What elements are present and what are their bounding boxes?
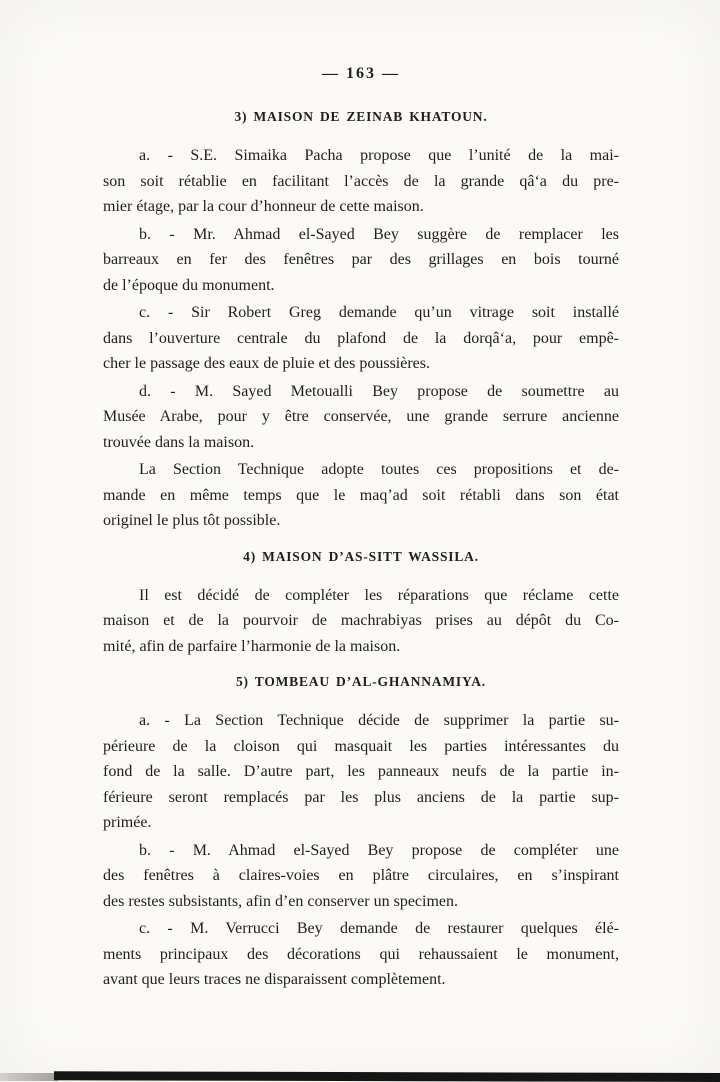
text-line: des fenêtres à claires-voies en plâtre circulaires, en s’inspirant [103, 867, 619, 884]
text-line: c. - Sir Robert Greg demande qu’un vitrage soit installé [139, 304, 619, 321]
paragraph [103, 143, 619, 220]
text-line: mité, afin de parfaire l’harmonie de la maison. [103, 637, 401, 655]
text-line: La Section Technique adopte toutes ces propositions et de- [139, 461, 619, 478]
text-line: Il est décidé de compléter les réparations que réclame cette [139, 586, 619, 604]
text-line: avant que leurs traces ne disparaissent complètement. [103, 971, 446, 988]
text-line: cher le passage des eaux de pluie et des poussières. [103, 355, 430, 372]
text-line: b. - M. Ahmad el-Sayed Bey propose de compléter une [139, 841, 619, 859]
text-line: maison et de la pourvoir de machrabiyas prises au dépôt du Co- [103, 612, 619, 629]
text-line: ments principaux des décorations qui rehaussaient le monument, [103, 945, 619, 963]
section-heading: 5) TOMBEAU D’AL-GHANNAMIYA. [236, 674, 486, 689]
text-line: dans l’ouverture centrale du plafond de la dorqâ‘a, pour empê- [103, 329, 619, 347]
text-line: a. - S.E. Simaika Pacha propose que l’unité de la mai- [139, 147, 619, 164]
paragraph [103, 583, 619, 660]
text-line: mier étage, par la cour d’honneur de cette maison. [103, 198, 424, 215]
text-line: trouvée dans la maison. [103, 433, 255, 451]
text-line: mande en même temps que le maq’ad soit rétabli dans son état [103, 486, 619, 504]
text-line: des restes subsistants, afin d’en conserver un specimen. [103, 892, 459, 910]
paragraph [103, 916, 619, 993]
paragraph [103, 222, 619, 299]
text-line: férieure seront remplacés par les plus anciens de la partie sup- [103, 788, 619, 806]
paragraph [103, 300, 619, 377]
text-line: originel le plus tôt possible. [103, 512, 281, 529]
text-line: fond de la salle. D’autre part, les panneaux neufs de la partie in- [103, 763, 619, 780]
text-content [103, 108, 619, 993]
paragraph [103, 379, 619, 456]
text-line: périeure de la cloison qui masquait les parties intéressantes du [103, 737, 619, 755]
scan-smudge-artifact [0, 1073, 58, 1081]
text-line: primée. [103, 814, 152, 831]
paragraph [103, 838, 619, 915]
text-line: d. - M. Sayed Metoualli Bey propose de soumettre au [139, 382, 619, 400]
text-block [103, 64, 619, 995]
text-line: de l’époque du monument. [103, 276, 275, 294]
paragraph [103, 708, 619, 836]
paragraph [103, 457, 619, 534]
section-heading: 3) MAISON DE ZEINAB KHATOUN. [234, 109, 488, 124]
text-line: b. - Mr. Ahmad el-Sayed Bey suggère de remplacer les [139, 225, 619, 243]
section-heading: 4) MAISON D’AS-SITT WASSILA. [243, 548, 479, 564]
text-line: barreaux en fer des fenêtres par des grillages en bois tourné [103, 251, 619, 268]
page-number: — 163 — [322, 65, 400, 82]
text-line: a. - La Section Technique décide de supprimer la partie su- [139, 712, 619, 729]
text-line: son soit rétablie en facilitant l’accès de la grande qâ‘a du pre- [103, 172, 619, 190]
text-line: c. - M. Verrucci Bey demande de restaurer quelques élé- [139, 920, 619, 937]
text-line: Musée Arabe, pour y être conservée, une grande serrure ancienne [103, 408, 619, 425]
scan-artifact-bar [54, 1071, 720, 1082]
